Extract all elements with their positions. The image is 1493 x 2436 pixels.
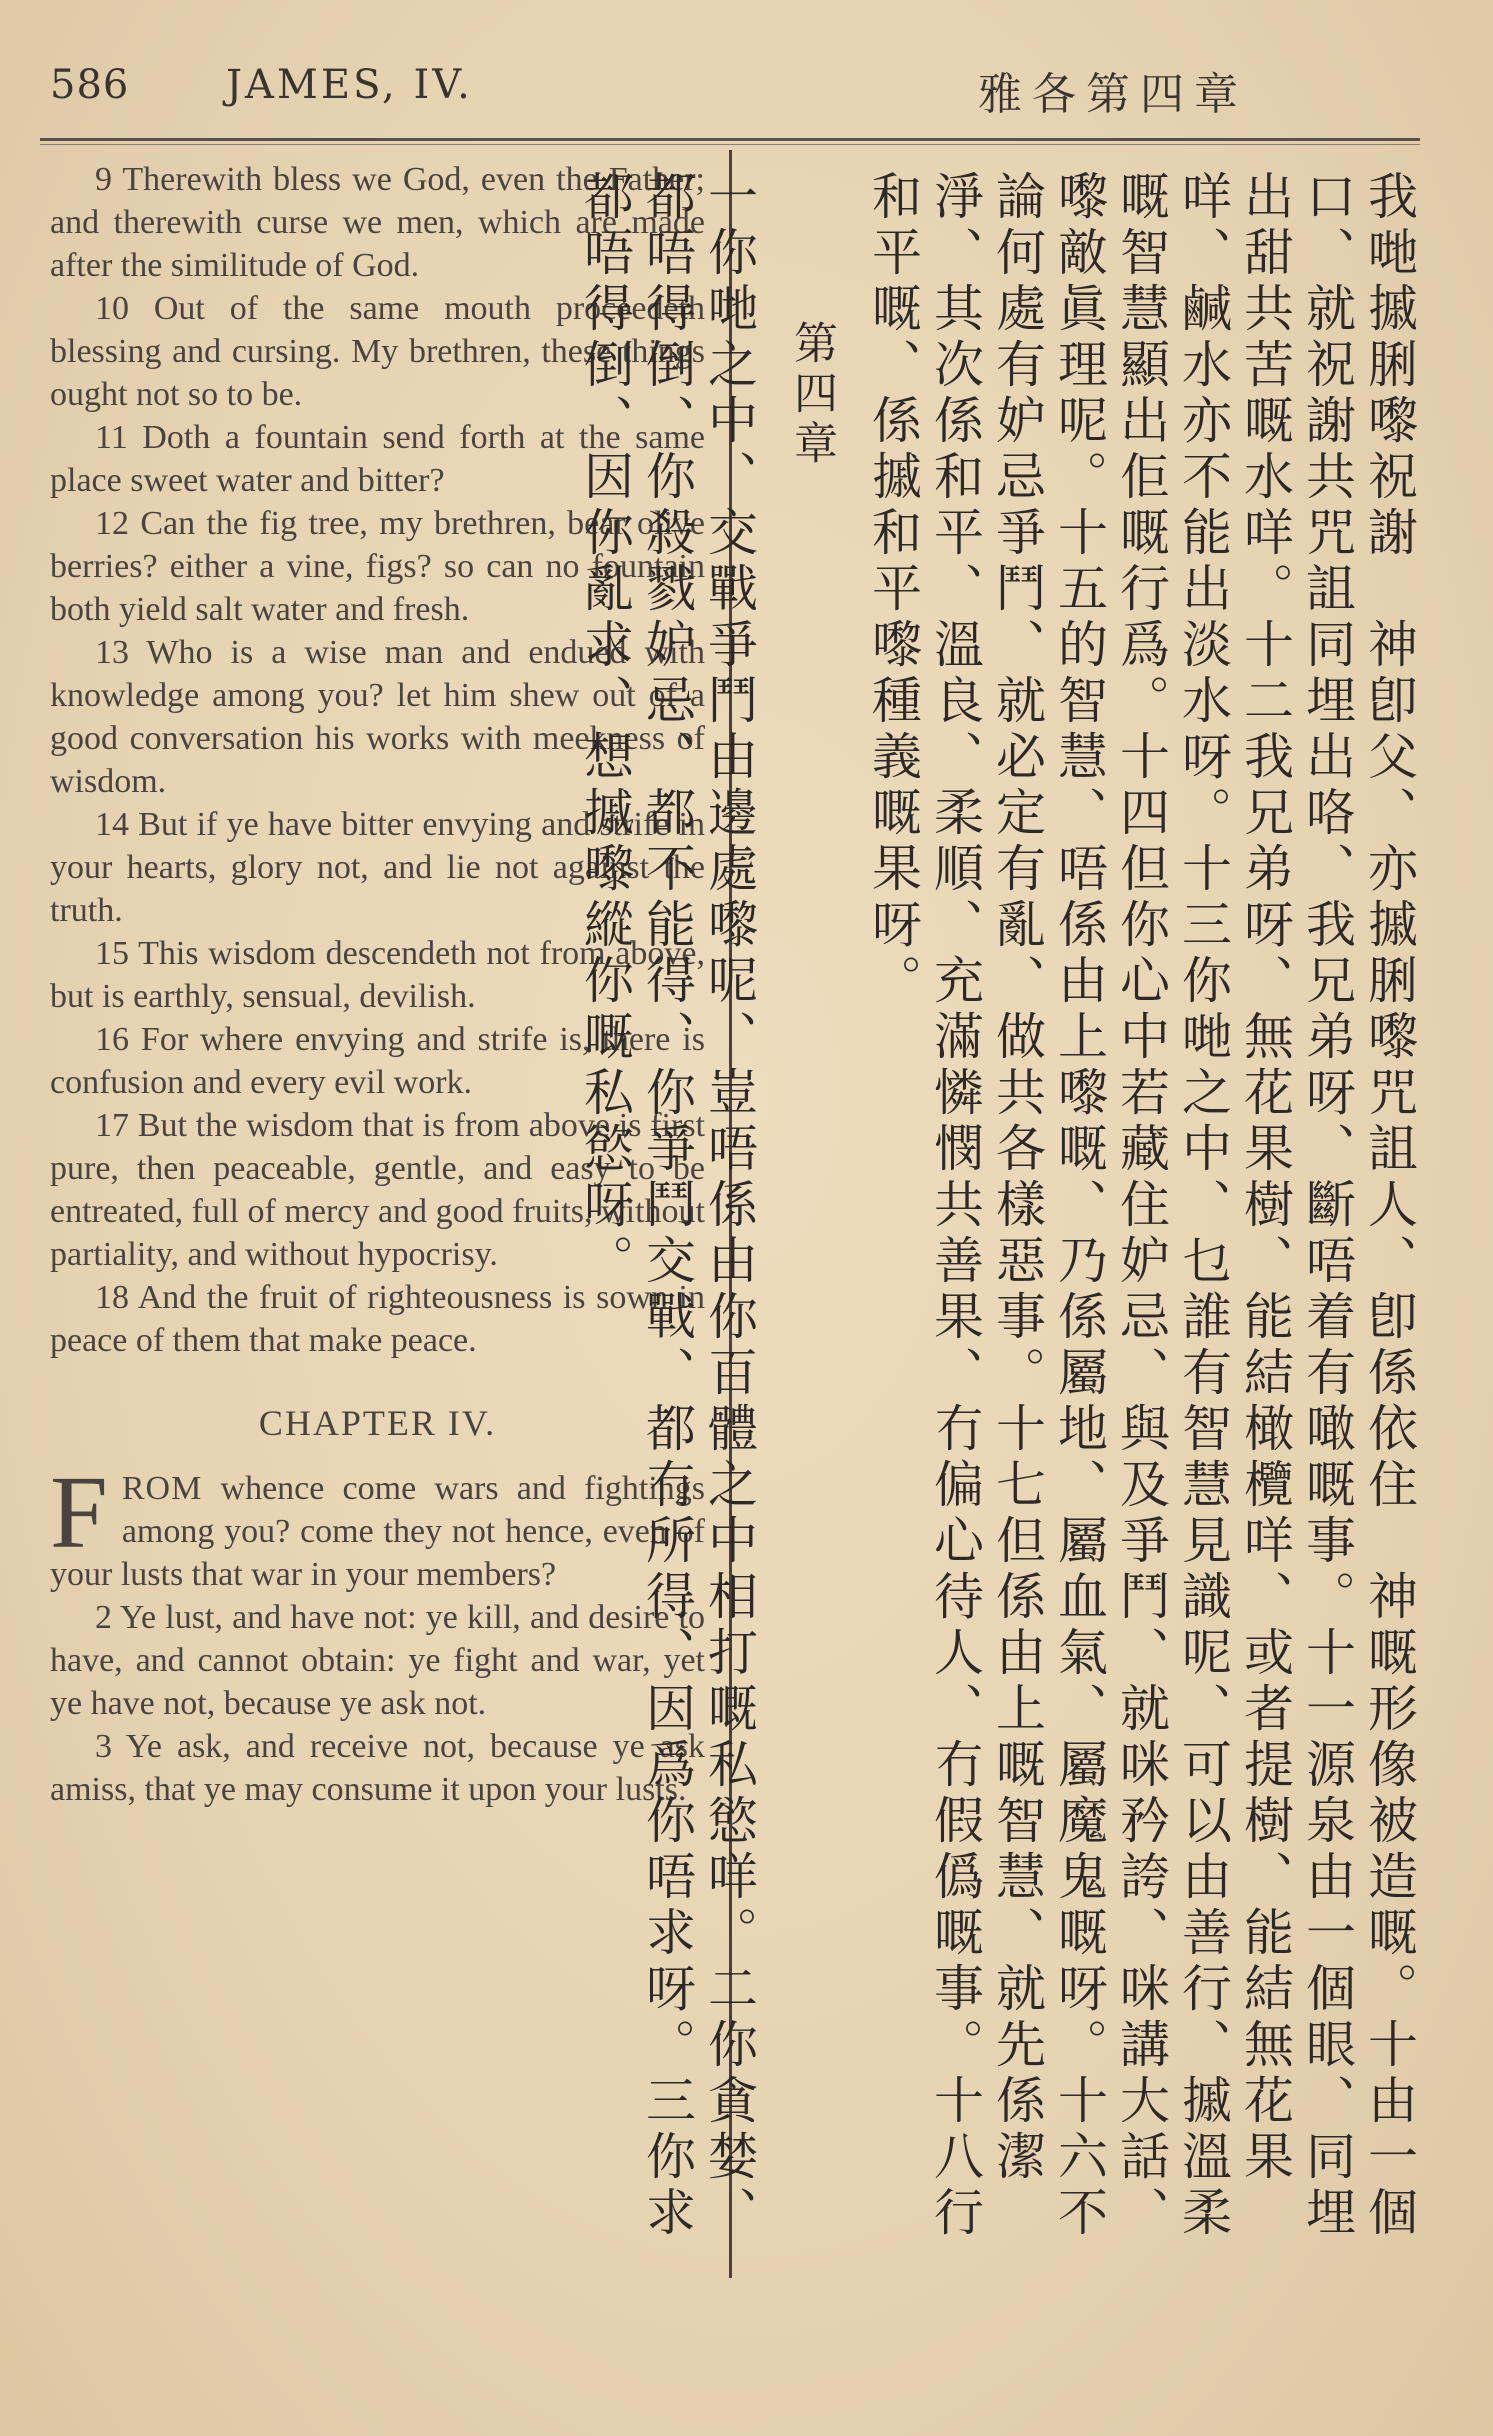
verse-3-14: 14 But if ye have bitter envying and strife in your hearts, glory not, and lie not against the truth. [50, 806, 705, 929]
chapter-heading: CHAPTER IV. [258, 1403, 497, 1443]
opening-smallcaps: ROM [121, 1470, 203, 1507]
page-header [0, 0, 1493, 130]
drop-cap: F [50, 1455, 108, 1570]
header-rule-thin [40, 144, 1420, 145]
header-rule [40, 138, 1420, 141]
verse-3-17: 17 But the wisdom that is from above is first pure, then peaceable, gentle, and easy to be entreated, full of mercy and good fruits, without partiality, and without hypocrisy. [50, 1107, 705, 1273]
verse-3-13: 13 Who is a wise man and endued with knowledge among you? let him shew out of a good conversation his works with meekness of wisdom. [50, 634, 705, 800]
chinese-chapter-3-text: 我哋摵脷嚟祝謝 神卽父、亦摵脷嚟咒詛人、卽係依住 神嘅形像被造嘅。十由一個口、就祝謝共咒詛同埋出咯、我兄弟呀、斷唔着有噉嘅事。十一源泉由一個眼、同埋出甜共苦嘅水咩。十二我兄弟呀、無花果樹、能結橄欖咩、或者提樹、能結無花果咩、鹹水亦不能出淡水呀。十三你哋之中、乜誰有智慧見識呢、可以由善行、摵溫柔嘅智慧顯出佢嘅行爲。十四但你心中若藏住妒忌、與及爭鬥、就咪矜誇、咪講大話、嚟敵眞理呢。十五的智慧、唔係由上嚟嘅、乃係屬地、屬血氣、屬魔鬼嘅呀。十六不論何處有妒忌爭鬥、就必定有亂、做共各樣惡事。十七但係由上嘅智慧、就先係潔淨、其次係和平、溫良、柔順、充滿憐憫共善果、冇偏心待人、冇假僞嘅事。十八行和平嘅、係摵和平嚟種義嘅果呀。 [864, 170, 1418, 2242]
verse-3-12: 12 Can the fig tree, my brethren, bear olive berries? either a vine, figs? so can no fountain both yield salt water and fresh. [50, 505, 705, 628]
verse-4-2: 2 Ye lust, and have not: ye kill, and desire to have, and cannot obtain: ye fight and war, yet ye have not, because ye ask not. [50, 1599, 705, 1722]
verse-3-16: 16 For where envying and strife is, there is confusion and every evil work. [50, 1021, 705, 1101]
verse-4-3: 3 Ye ask, and receive not, because ye ask amiss, that ye may consume it upon your lusts. [50, 1728, 705, 1808]
verse-3-9: 9 Therewith bless we God, even the Father; and therewith curse we men, which are made after the similitude of God. [50, 161, 705, 284]
chinese-chapter-heading: 第四章 [786, 320, 837, 470]
verse-3-10: 10 Out of the same mouth proceedeth blessing and cursing. My brethren, these things ought not so to be. [50, 290, 705, 413]
verse-3-15: 15 This wisdom descendeth not from above, but is earthly, sensual, devilish. [50, 935, 705, 1015]
page-number: 586 [50, 62, 130, 108]
verse-3-18: 18 And the fruit of righteousness is sown in peace of them that make peace. [50, 1279, 705, 1359]
running-head-chinese: 雅各第四章 [978, 69, 1248, 120]
chinese-column [576, 170, 1420, 2280]
chinese-chapter-4-text: 一你哋之中、交戰爭鬥由邊處嚟呢、豈唔係由你百體之中相打嘅私慾咩。二你貪婪、都唔得倒、你殺戮妒忌、都不能得、你爭鬥交戰、都冇所得、因爲你唔求呀。三你求都唔得倒、因你亂求、想摵嚟縱你嘅私慾呀。 [576, 170, 758, 2242]
running-head-english: JAMES, IV. [226, 62, 473, 108]
verse-3-11: 11 Doth a fountain send forth at the same place sweet water and bitter? [50, 419, 705, 499]
opening-text: whence come wars and fightings among you? come they not hence, even of your lusts that war in your members? [50, 1470, 705, 1593]
